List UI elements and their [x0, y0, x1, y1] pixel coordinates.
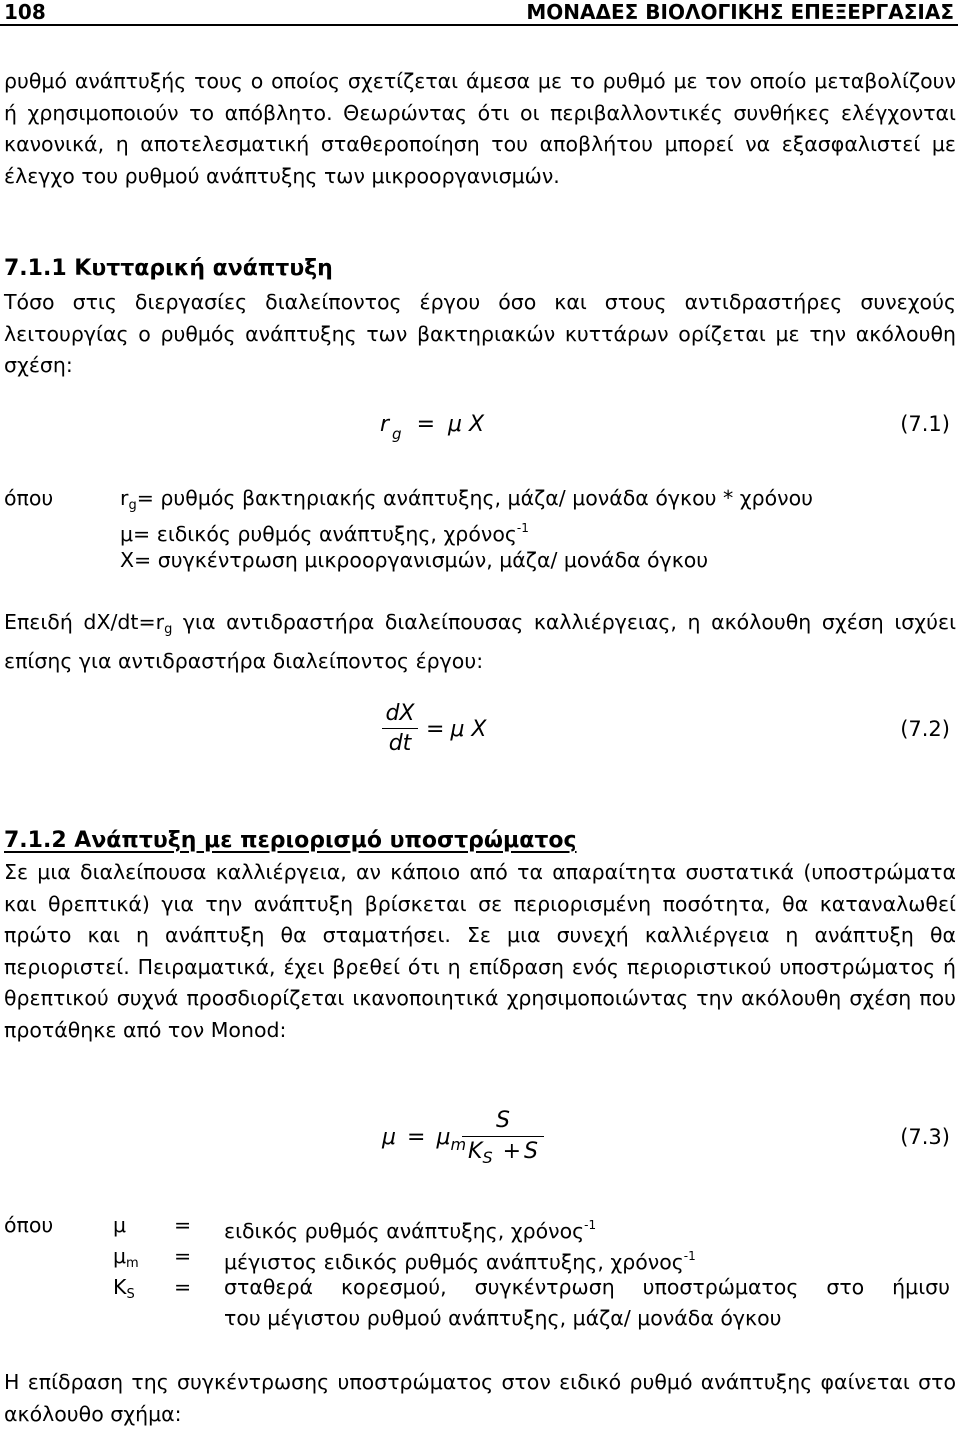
p2-subscript: g	[164, 622, 173, 637]
eq1-lhs-symbol: r	[380, 412, 390, 437]
page-number: 108	[4, 0, 46, 24]
definition-x: X= συγκέντρωση μικροοργανισμών, μάζα/ μονάδα όγκου	[120, 548, 709, 572]
section-7-1-1-paragraph: Τόσο στις διεργασίες διαλείποντος έργου όσο και στους αντιδραστήρες συνεχούς λειτουργίας ο ρυθμός ανάπτυξης των βακτηριακών κυττάρων ορίζεται με την ακόλουθη σχέση:	[4, 290, 956, 377]
eq3-equals: =	[407, 1125, 426, 1150]
closing-paragraph: Η επίδραση της συγκέντρωσης υποστρώματος στον ειδικό ρυθμό ανάπτυξης φαίνεται στο ακόλουθο σχήμα:	[4, 1370, 956, 1426]
def-0-sup: -1	[584, 1218, 597, 1232]
eq2-numerator: dX	[385, 701, 415, 726]
intro-paragraph: ρυθμό ανάπτυξής τους ο οποίος σχετίζεται άμεσα με το ρυθμό με τον οποίο μεταβολίζουν ή χρησιμοποιούν το απόβλητο. Θεωρώντας ότι οι περιβαλλοντικές συνθήκες ελέγχονται κανονικά, η αποτελεσματική σταθεροποίηση του αποβλήτου μπορεί να εξασφαλιστεί με έλεγχο του ρυθμού ανάπτυξης των μικροοργανισμών.	[4, 69, 956, 188]
equation-number-7-1: (7.1)	[900, 412, 950, 436]
running-title: ΜΟΝΑΔΕΣ ΒΙΟΛΟΓΙΚΗΣ ΕΠΕΞΕΡΓΑΣΙΑΣ	[526, 0, 954, 24]
eq3-mu: μ	[436, 1125, 451, 1150]
def-0-symbol: μ	[113, 1213, 127, 1237]
def-symbol-ks	[113, 1272, 135, 1310]
eq1-equals: =	[416, 412, 436, 437]
equation-number-7-2: (7.2)	[900, 717, 950, 741]
def-1-sup: -1	[683, 1249, 696, 1263]
eq1-rhs: μ X	[448, 412, 485, 437]
def-2-text: σταθερά κορεσμού, συγκέντρωση υποστρώματος στο ήμισυ	[224, 1275, 950, 1299]
equation-number-7-3: (7.3)	[900, 1125, 950, 1149]
def-1-sub: m	[126, 1256, 139, 1271]
eq1-lhs-subscript: g	[392, 425, 402, 443]
eq3-lhs: μ	[382, 1125, 396, 1150]
rg-symbol: r	[120, 486, 129, 510]
rg-subscript: g	[128, 498, 137, 513]
eq3-den-k-sub: S	[482, 1148, 493, 1167]
rg-text: = ρυθμός βακτηριακής ανάπτυξης, μάζα/ μονάδα όγκου * χρόνου	[136, 486, 814, 510]
definition-mu	[120, 513, 529, 549]
eq2-rhs: μ X	[450, 717, 487, 742]
def-1-text-main: μέγιστος ειδικός ρυθμός ανάπτυξης, χρόνος	[224, 1250, 684, 1274]
equation-7-2-rhs	[426, 717, 487, 742]
def-1-equals: =	[174, 1244, 192, 1268]
def-2-continuation: του μέγιστου ρυθμού ανάπτυξης, μάζα/ μονάδα όγκου	[224, 1306, 782, 1330]
where-label: όπου	[4, 486, 54, 510]
eq2-denominator: dt	[382, 728, 418, 759]
p2-part-b: για αντιδραστήρα διαλείπουσας καλλιέργειας, η ακόλουθη σχέση ισχύει επίσης για αντιδραστήρα διαλείποντος έργου:	[4, 610, 957, 673]
mu-superscript: -1	[516, 521, 529, 535]
where-label-2: όπου	[4, 1213, 54, 1237]
equation-7-1	[380, 412, 485, 443]
section-7-1-2-paragraph: Σε μια διαλείπουσα καλλιέργεια, αν κάποιο από τα απαραίτητα συστατικά (υποστρώματα και θρεπτικά) για την ανάπτυξη βρίσκεται σε περιορισμένη ποσότητα, θα καταναλωθεί πρώτο και η ανάπτυξη θα σταματήσει. Σε μια συνεχή καλλιέργεια η ανάπτυξη θα περιοριστεί. Πειραματικά, έχει βρεθεί ότι η επίδραση ενός περιοριστικού υποστρώματος ή θρεπτικού συχνά προσδιορίζεται ικανοποιητικά χρησιμοποιώντας την ακόλουθη σχέση που προτάθηκε από τον Monod:	[4, 860, 956, 1042]
eq3-numerator: S	[496, 1108, 510, 1133]
eq3-den-plus: +	[502, 1139, 522, 1164]
eq3-den-k: K	[468, 1139, 483, 1164]
eq2-equals: =	[426, 717, 445, 742]
equation-7-3-lhs	[382, 1125, 467, 1154]
section-heading-7-1-1: 7.1.1 Κυτταρική ανάπτυξη	[4, 256, 333, 281]
eq2-fraction	[382, 700, 418, 759]
def-1-symbol: μ	[113, 1244, 127, 1268]
page-header	[0, 0, 958, 26]
p2-part-a: Επειδή dX/dt=r	[4, 610, 165, 634]
def-0-equals: =	[174, 1213, 192, 1237]
section-7-1-1-paragraph-2	[4, 607, 956, 677]
section-heading-7-1-2: 7.1.2 Ανάπτυξη με περιορισμό υποστρώματος	[4, 828, 577, 853]
eq3-mu-sub: m	[450, 1135, 467, 1154]
mu-text: μ= ειδικός ρυθμός ανάπτυξης, χρόνος	[120, 522, 517, 546]
eq3-fraction	[462, 1106, 544, 1168]
def-0-text-main: ειδικός ρυθμός ανάπτυξης, χρόνος	[224, 1219, 585, 1243]
def-2-equals: =	[174, 1275, 192, 1299]
eq3-denominator	[462, 1136, 544, 1168]
def-2-symbol: K	[113, 1275, 127, 1299]
def-2-sub: S	[126, 1287, 135, 1302]
eq3-den-s: S	[524, 1139, 538, 1164]
